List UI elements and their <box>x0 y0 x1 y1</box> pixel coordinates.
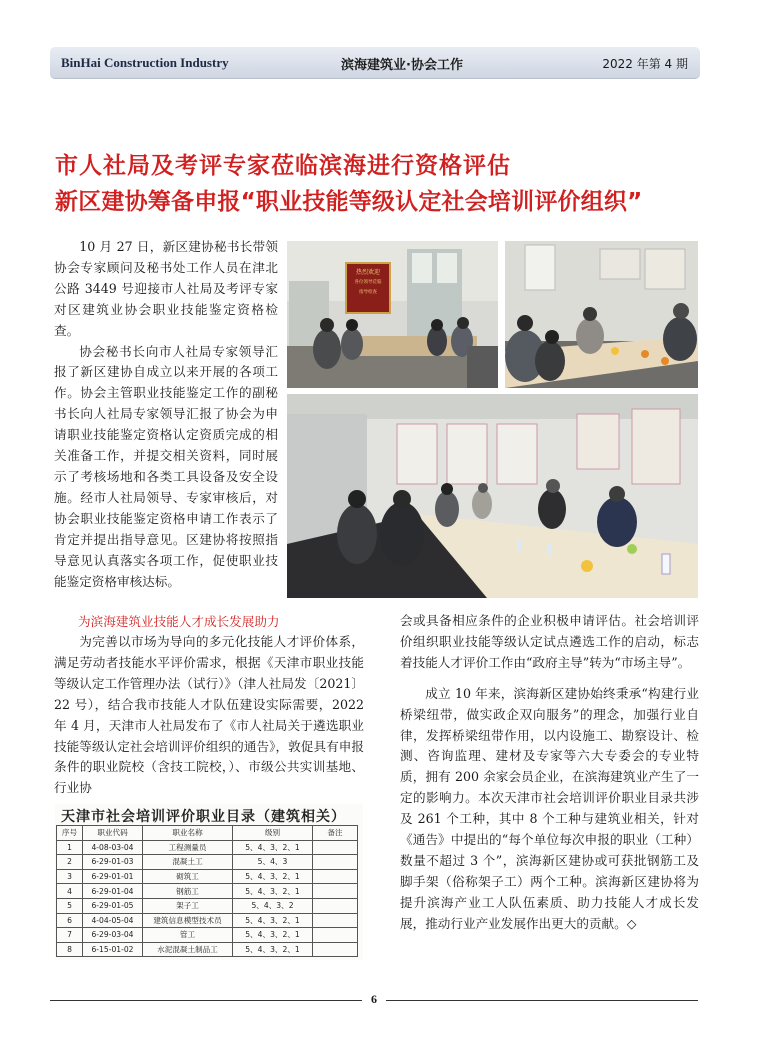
footer-divider-left <box>50 1000 362 1001</box>
table-cell: 1 <box>57 840 83 855</box>
table-cell <box>313 928 358 943</box>
paragraph: 成立 10 年来，滨海新区建协始终秉承“构建行业桥梁纽带，做实政企双向服务”的理念，加强行业自律，发挥桥梁纽带作用，以内设施工、勘察设计、检测、咨询监理、建材及专家等六大专委会的专业特质，拥有 200 余家会员企业，在滨海建筑业产生了一定的影响力。本次天津市社会培训评价职业目录共涉及 261 个工种，其中 8 个工种与建筑业相关，针对《通告》中提出的“每个单位每次申报的职业（工种）数量不超过 3 个”，滨海新区建协或可获批钢筋工及脚手架（俗称架子工）两个工种。滨海新区建协将为提升滨海产业工人队伍素质、助力技能人才成长发展，推动行业产业发展作出更大的贡献。◇ <box>400 685 699 931</box>
welcome-banner <box>345 262 391 314</box>
table-header-cell: 职业代码 <box>83 826 143 841</box>
table-cell: 6-29-01-01 <box>83 869 143 884</box>
table-cell: 6 <box>57 913 83 928</box>
meeting-photo-1 <box>287 241 498 388</box>
occupation-table <box>56 825 358 957</box>
table-cell <box>313 942 358 957</box>
table-cell <box>313 884 358 899</box>
table-cell <box>313 840 358 855</box>
table-cell: 5、4、3、2、1 <box>233 928 313 943</box>
table-cell: 3 <box>57 869 83 884</box>
occupation-table-figure <box>55 804 363 960</box>
article-title-line2: 新区建协筹备申报“职业技能等级认定社会培训评价组织” <box>55 189 643 215</box>
table-cell: 4-04-05-04 <box>83 913 143 928</box>
table-cell: 钢筋工 <box>143 884 233 899</box>
table-row <box>57 942 358 957</box>
banner-line: 指导检查 <box>359 290 377 295</box>
table-cell: 混凝土工 <box>143 855 233 870</box>
table-row <box>57 869 358 884</box>
article-left-column-lower <box>54 632 364 799</box>
article-title-line1: 市人社局及考评专家莅临滨海进行资格评估 <box>55 153 511 179</box>
table-cell: 4-08-03-04 <box>83 840 143 855</box>
table-cell: 8 <box>57 942 83 957</box>
table-cell: 5、4、3、2、1 <box>233 942 313 957</box>
table-cell <box>313 855 358 870</box>
table-row <box>57 928 358 943</box>
paragraph: 10 月 27 日，新区建协秘书长带领协会专家顾问及秘书处工作人员在津北公路 3449 号迎接市人社局及考评专家对区建筑业协会职业技能鉴定资格检查。 <box>54 239 278 338</box>
table-cell: 4 <box>57 884 83 899</box>
table-cell: 6-29-01-03 <box>83 855 143 870</box>
publication-name: BinHai Construction Industry <box>61 55 229 70</box>
table-cell: 5、4、3、2 <box>233 898 313 913</box>
article-right-column <box>400 611 699 935</box>
issue-number: 2022 年第 4 期 <box>602 57 688 71</box>
paragraph: 为完善以市场为导向的多元化技能人才评价体系，满足劳动者技能水平评价需求，根据《天津市职业技能等级认定工作管理办法（试行）》（津人社局发〔2021〕22 号），结合我市技能人才队伍建设实际需要，2022 年 4 月，天津市人社局发布了《市人社局关于遴选职业技能等级认定社会培训评价组织的通告》，敦促具有申报条件的职业院校（含技工院校，）、市级公共实训基地、行业协 <box>54 634 364 796</box>
footer-divider-right <box>386 1000 698 1001</box>
table-row <box>57 840 358 855</box>
table-cell: 工程测量员 <box>143 840 233 855</box>
table-header-cell: 序号 <box>57 826 83 841</box>
meeting-photo-3 <box>287 394 698 598</box>
meeting-photo-2 <box>505 241 698 388</box>
table-cell: 砌筑工 <box>143 869 233 884</box>
table-cell: 5、4、3 <box>233 855 313 870</box>
table-row <box>57 884 358 899</box>
table-cell <box>313 898 358 913</box>
table-row <box>57 855 358 870</box>
article-left-column <box>54 237 278 592</box>
table-cell: 5 <box>57 898 83 913</box>
table-title: 天津市社会培训评价职业目录（建筑相关） <box>61 809 346 825</box>
banner-line: 热烈欢迎 <box>355 269 380 276</box>
table-cell: 5、4、3、2、1 <box>233 884 313 899</box>
table-cell <box>313 913 358 928</box>
page-number: 6 <box>371 992 377 1006</box>
table-cell: 建筑信息模型技术员 <box>143 913 233 928</box>
table-row <box>57 913 358 928</box>
table-cell: 5、4、3、2、1 <box>233 869 313 884</box>
table-header-cell: 职业名称 <box>143 826 233 841</box>
paragraph: 协会秘书长向市人社局专家领导汇报了新区建协自成立以来开展的各项工作。协会主管职业技能鉴定工作的副秘书长向人社局专家领导汇报了协会为申请职业技能鉴定资格认定资质完成的相关准备工作，并提交相关资料，同时展示了考核场地和各类工具设备及安全设施。经市人社局领导、专家审核后，对协会职业技能鉴定资格申请工作表示了肯定并提出指导意见。区建协将按照指导意见认真落实各项工作，促使职业技能鉴定资格审核达标。 <box>54 343 278 589</box>
table-cell: 6-15-01-02 <box>83 942 143 957</box>
table-header-cell: 级别 <box>233 826 313 841</box>
table-cell: 架子工 <box>143 898 233 913</box>
table-cell: 水泥混凝土制品工 <box>143 942 233 957</box>
table-cell: 7 <box>57 928 83 943</box>
table-cell: 6-29-01-05 <box>83 898 143 913</box>
table-cell: 6-29-03-04 <box>83 928 143 943</box>
table-cell: 2 <box>57 855 83 870</box>
banner-line: 各位领导莅临 <box>354 280 382 285</box>
section-name: 滨海建筑业·协会工作 <box>341 58 463 73</box>
paragraph: 会或具备相应条件的企业积极申请评估。社会培训评价组织职业技能等级认定试点遴选工作的启动，标志着技能人才评价工作由“政府主导”转为“市场主导”。 <box>400 613 699 670</box>
table-cell <box>313 869 358 884</box>
table-row <box>57 898 358 913</box>
table-header-row <box>57 826 358 841</box>
table-cell: 6-29-01-04 <box>83 884 143 899</box>
section-subheading: 为滨海建筑业技能人才成长发展助力 <box>78 614 280 629</box>
page-header <box>50 47 700 79</box>
table-cell: 管工 <box>143 928 233 943</box>
table-cell: 5、4、3、2、1 <box>233 913 313 928</box>
table-cell: 5、4、3、2、1 <box>233 840 313 855</box>
table-header-cell: 备注 <box>313 826 358 841</box>
